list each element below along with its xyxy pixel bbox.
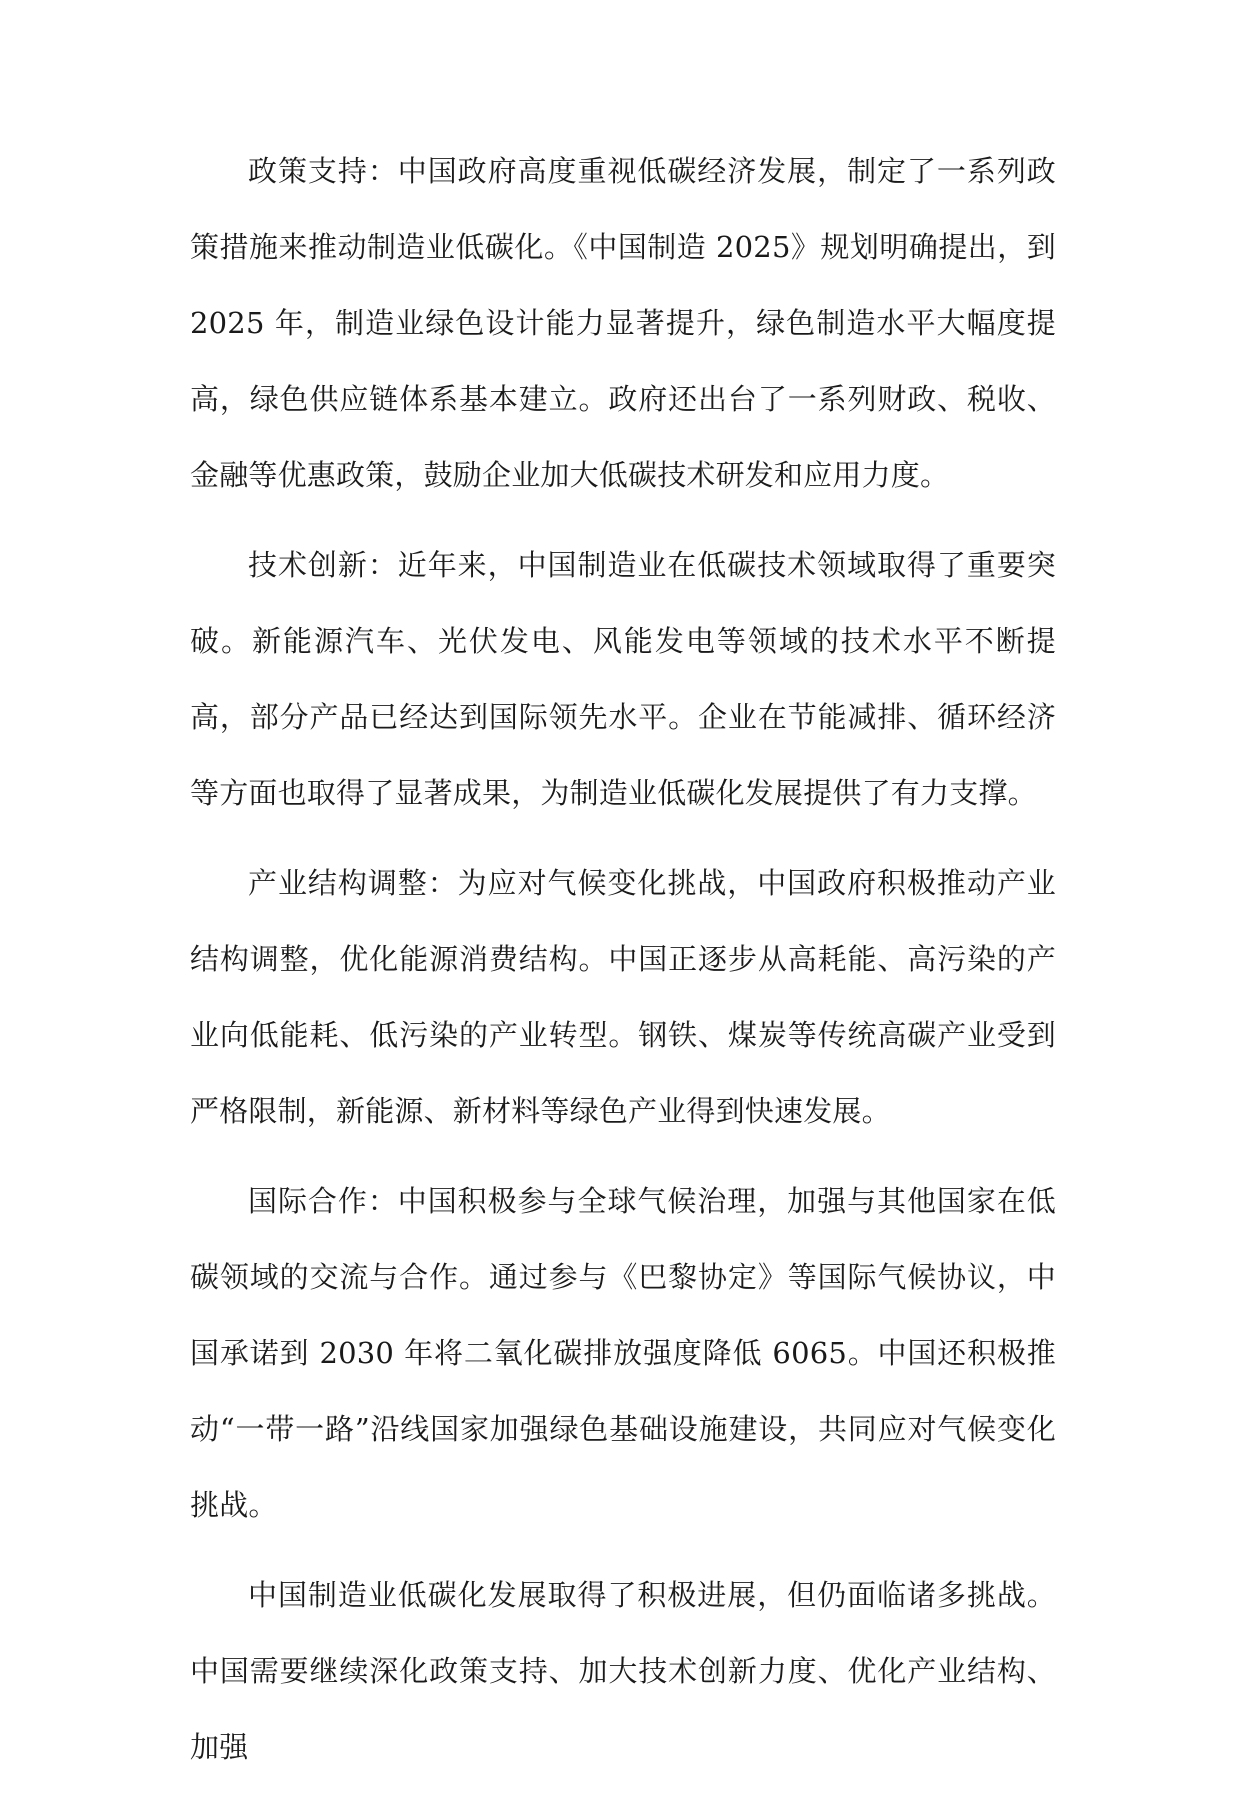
paragraph-conclusion: 中国制造业低碳化发展取得了积极进展，但仍面临诸多挑战。中国需要继续深化政策支持、加大技术创新力度、优化产业结构、加强 [190,1578,1056,1764]
document-body [190,133,1056,1799]
paragraph-international-cooperation: 国际合作：中国积极参与全球气候治理，加强与其他国家在低碳领域的交流与合作。通过参与《巴黎协定》等国际气候协议，中国承诺到 2030 年将二氧化碳排放强度降低 6065。中国还积极推动“一带一路”沿线国家加强绿色基础设施建设，共同应对气候变化挑战。 [190,1184,1056,1522]
paragraph-policy-support: 政策支持：中国政府高度重视低碳经济发展，制定了一系列政策措施来推动制造业低碳化。《中国制造 2025》规划明确提出，到 2025 年，制造业绿色设计能力显著提升，绿色制造水平大幅度提高，绿色供应链体系基本建立。政府还出台了一系列财政、税收、金融等优惠政策，鼓励企业加大低碳技术研发和应用力度。 [190,154,1056,492]
paragraph-industrial-restructuring: 产业结构调整：为应对气候变化挑战，中国政府积极推动产业结构调整，优化能源消费结构。中国正逐步从高耗能、高污染的产业向低能耗、低污染的产业转型。钢铁、煤炭等传统高碳产业受到严格限制，新能源、新材料等绿色产业得到快速发展。 [190,866,1056,1128]
paragraph-technology-innovation: 技术创新：近年来，中国制造业在低碳技术领域取得了重要突破。新能源汽车、光伏发电、风能发电等领域的技术水平不断提高，部分产品已经达到国际领先水平。企业在节能减排、循环经济等方面也取得了显著成果，为制造业低碳化发展提供了有力支撑。 [190,548,1056,810]
